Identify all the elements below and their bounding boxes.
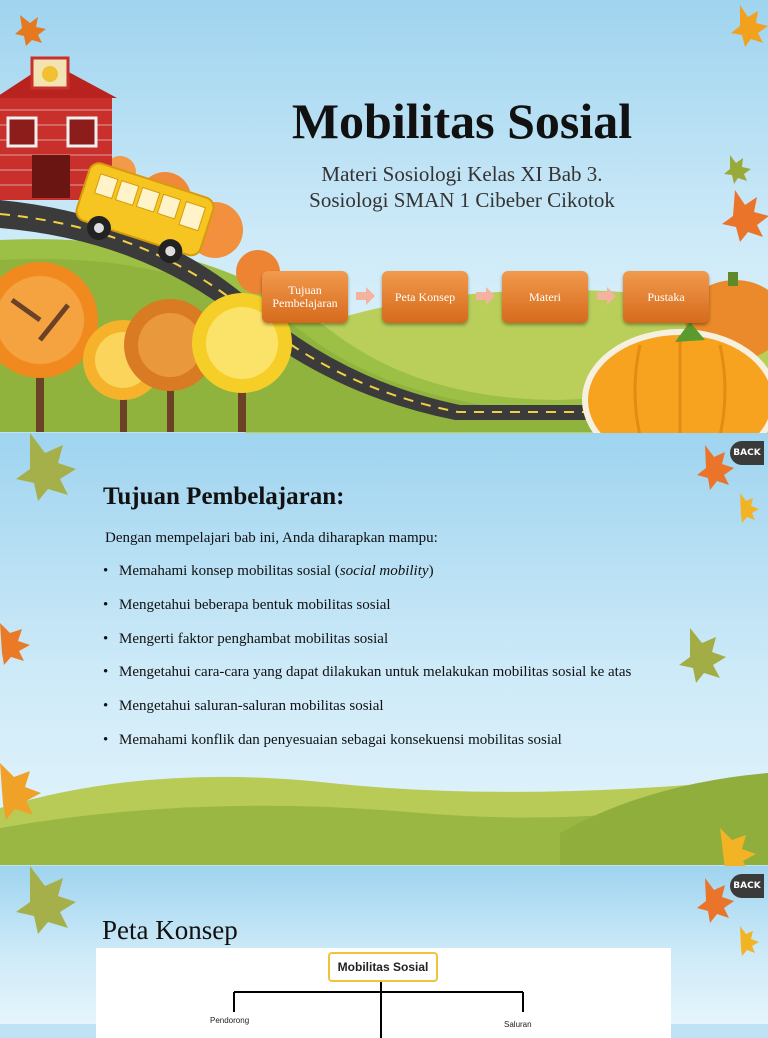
autumn-scenery xyxy=(0,0,768,432)
objectives-heading: Tujuan Pembelajaran: xyxy=(103,483,345,510)
bullet: • xyxy=(103,596,109,613)
subtitle-line-2: Sosiologi SMAN 1 Cibeber Cikotok xyxy=(309,188,615,212)
slide-title: Mobilitas Sosial xyxy=(291,93,633,149)
nav-button-peta-konsep[interactable]: Peta Konsep xyxy=(382,271,468,323)
bullet: • xyxy=(103,731,109,748)
title-slide xyxy=(0,0,768,432)
objectives-slide xyxy=(0,433,768,865)
concept-map-node-saluran: Saluran xyxy=(504,1020,532,1029)
list-item: • Mengetahui saluran-saluran mobilitas sosial xyxy=(103,689,703,723)
nav-button-pustaka[interactable]: Pustaka xyxy=(623,271,709,323)
subtitle-line-1: Materi Sosiologi Kelas XI Bab 3. xyxy=(321,162,603,186)
concept-map-node-pendorong: Pendorong xyxy=(210,1016,250,1025)
back-button[interactable]: BACK xyxy=(730,874,764,898)
arrow-right-icon xyxy=(595,285,617,307)
list-item: • Mengetahui beberapa bentuk mobilitas sosial xyxy=(103,588,703,622)
concept-map-slide xyxy=(0,866,768,1029)
bullet: • xyxy=(103,630,109,647)
objectives-intro: Dengan mempelajari bab ini, Anda diharapkan mampu: xyxy=(105,530,438,546)
list-item: • Memahami konsep mobilitas sosial (social mobility) xyxy=(103,554,703,588)
objectives-list xyxy=(103,554,703,757)
bullet: • xyxy=(103,563,109,579)
arrow-right-icon xyxy=(354,285,376,307)
nav-button-tujuan[interactable]: Tujuan Pembelajaran xyxy=(262,271,348,323)
concept-map-panel xyxy=(96,948,671,1038)
bullet: • xyxy=(103,698,109,715)
nav-button-materi[interactable]: Materi xyxy=(502,271,588,323)
concept-map-root: Mobilitas Sosial xyxy=(328,952,438,982)
list-item: • Mengerti faktor penghambat mobilitas sosial xyxy=(103,622,703,656)
back-button[interactable]: BACK xyxy=(730,441,764,465)
arrow-right-icon xyxy=(474,285,496,307)
concept-map-heading: Peta Konsep xyxy=(102,915,238,945)
list-item: • Mengetahui cara-cara yang dapat dilakukan untuk melakukan mobilitas sosial ke atas xyxy=(103,655,703,689)
bullet: • xyxy=(103,664,109,681)
list-item: • Memahami konflik dan penyesuaian sebagai konsekuensi mobilitas sosial xyxy=(103,723,703,757)
